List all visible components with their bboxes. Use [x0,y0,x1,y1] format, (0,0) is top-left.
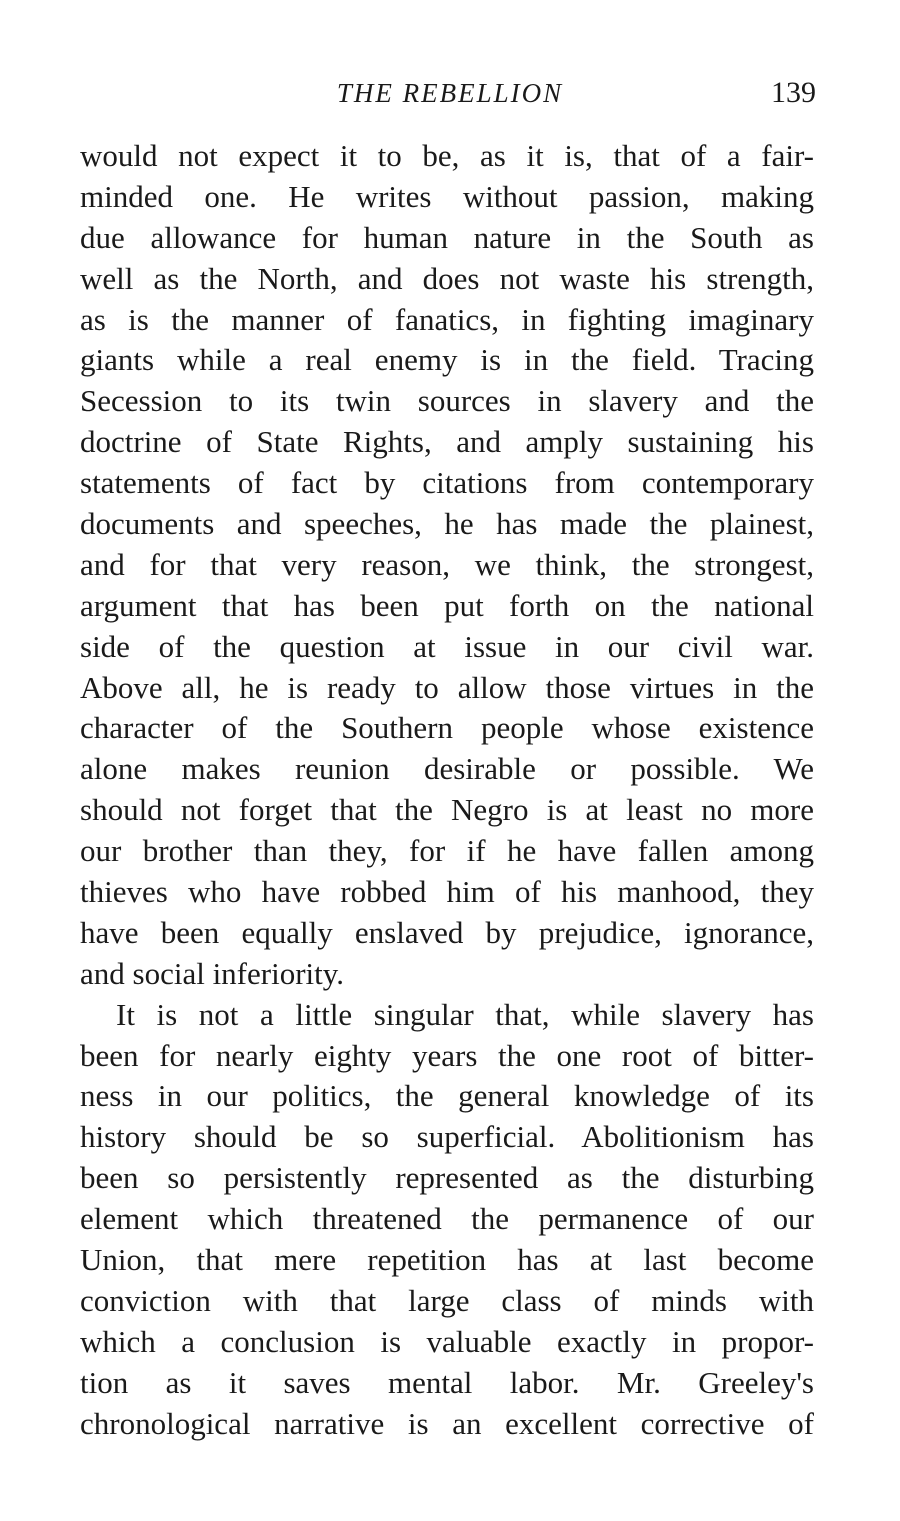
text-line: character of the Southern people whose existence [80,710,814,746]
page-number: 139 [771,76,816,109]
text-line: alone makes reunion desirable or possible. We [80,751,814,787]
text-line: been for nearly eighty years the one root of bitter- [80,1037,814,1073]
text-line: tion as it saves mental labor. Mr. Greeley's [80,1364,814,1400]
text-line: well as the North, and does not waste his strength, [80,260,814,296]
text-line: thieves who have robbed him of his manhood, they [80,874,814,910]
running-head [80,78,820,112]
paragraph-2 [80,995,814,1445]
text-line: due allowance for human nature in the South as [80,219,814,255]
running-title: THE REBELLION [336,78,564,108]
text-line: side of the question at issue in our civil war. [80,628,814,664]
text-line: minded one. He writes without passion, making [80,178,814,214]
text-line: have been equally enslaved by prejudice, ignorance, [80,914,814,950]
text-line: would not expect it to be, as it is, that of a fair- [80,138,814,173]
text-line: Secession to its twin sources in slavery and the [80,383,814,419]
text-line: our brother than they, for if he have fallen among [80,833,814,869]
text-line: giants while a real enemy is in the field. Tracing [80,342,814,378]
text-line: history should be so superficial. Abolitionism has [80,1119,814,1155]
text-line: Union, that mere repetition has at last become [80,1242,814,1278]
text-line: It is not a little singular that, while slavery has [116,996,814,1032]
text-line: documents and speeches, he has made the plainest, [80,506,814,542]
text-line: element which threatened the permanence of our [80,1201,814,1237]
text-line: chronological narrative is an excellent corrective of [80,1405,814,1441]
text-line: conviction with that large class of minds with [80,1282,814,1318]
paragraph-1 [80,136,814,995]
text-line: should not forget that the Negro is at least no more [80,792,814,828]
text-line: argument that has been put forth on the national [80,587,814,623]
text-line: and for that very reason, we think, the strongest, [80,546,814,582]
text-line: as is the manner of fanatics, in fighting imaginary [80,301,814,337]
text-line: and social inferiority. [80,955,344,991]
text-line: doctrine of State Rights, and amply sustaining his [80,424,814,460]
text-line: which a conclusion is valuable exactly in propor- [80,1323,814,1359]
body-text [80,136,814,1445]
text-line: Above all, he is ready to allow those virtues in the [80,669,814,705]
text-line: statements of fact by citations from contemporary [80,465,814,501]
text-line: ness in our politics, the general knowledge of its [80,1078,814,1114]
text-line: been so persistently represented as the disturbing [80,1160,814,1196]
